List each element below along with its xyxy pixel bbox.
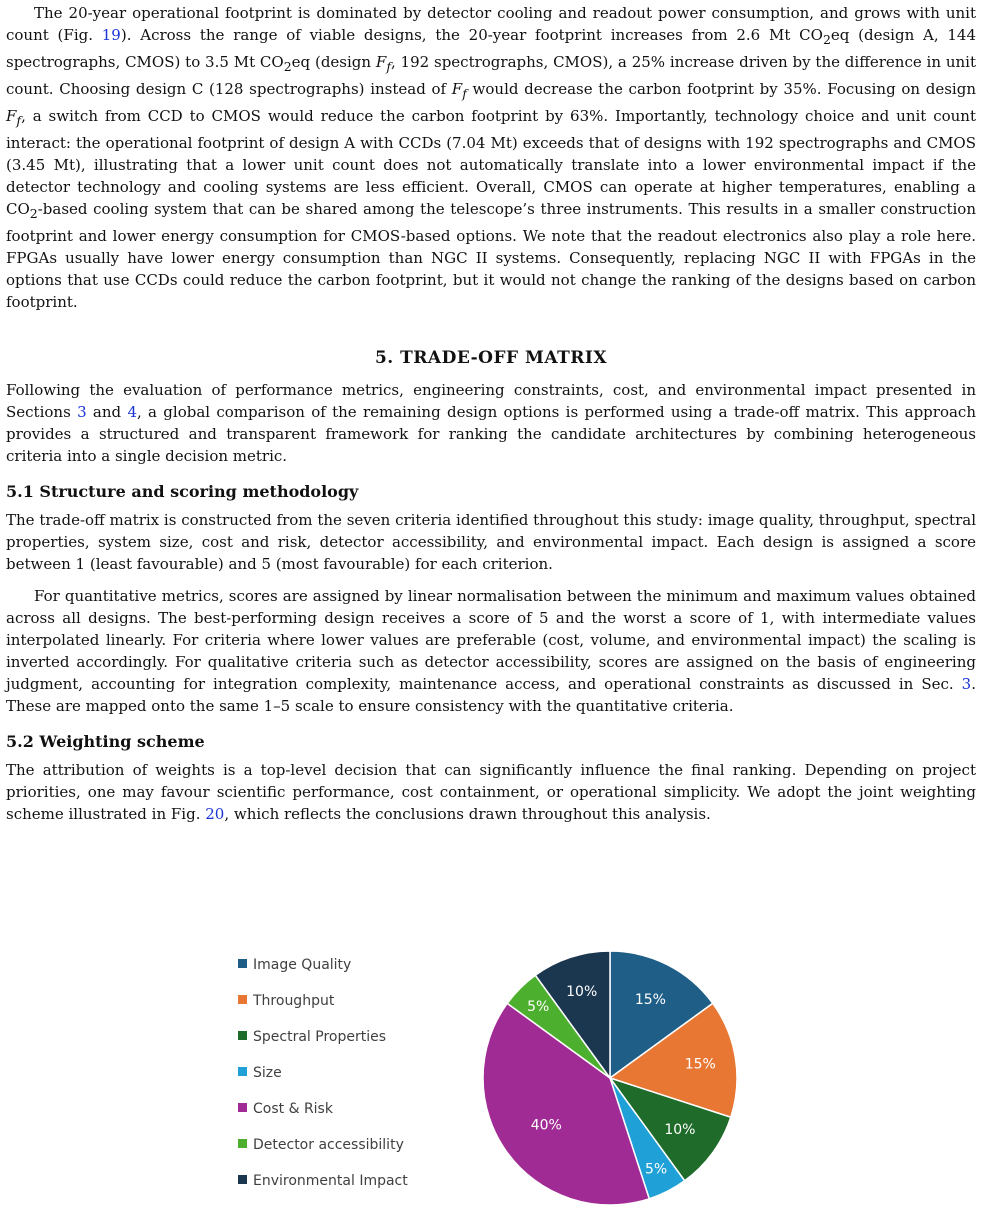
paragraph-carbon-footprint [6, 2, 976, 313]
paragraph-weighting [6, 759, 976, 825]
weighting-pie-chart [470, 950, 750, 1206]
legend-swatch [238, 1067, 247, 1076]
paragraph-trade-off-intro [6, 379, 976, 467]
legend-label: Environmental Impact [253, 1173, 408, 1189]
text-span: , a switch from CCD to CMOS would reduce the carbon footprint by 63%. Importantly, technology choice and unit count interact: the operational footprint of design A with CCDs (7.04 Mt) exceeds that of designs with 192 spectrographs and CMOS (3.45 Mt), illustrating that a lower unit count does not automatically translate into a lower environmental impact if the detector technology and cooling systems are less efficient. Overall, CMOS can operate at higher temperatures, enabling a CO [6, 107, 976, 218]
text-span: The attribution of weights is a top-level decision that can significantly influence the final ranking. Depending on project priorities, one may favour scientific performance, cost containment, or operational simplicity. We adopt the joint weighting scheme illustrated in Fig. [6, 761, 976, 823]
subscript: 2 [29, 206, 38, 221]
subscript: 2 [822, 32, 831, 47]
legend-label: Spectral Properties [253, 1029, 386, 1045]
legend-label: Cost & Risk [253, 1101, 333, 1117]
pie-label-spectral-properties: 10% [664, 1121, 696, 1138]
text-span: and [86, 403, 128, 421]
text-span: . These are mapped onto the same 1–5 scale to ensure consistency with the quantitative criteria. [6, 675, 976, 715]
text-span: eq (design A, 144 spectrographs, CMOS) to 3.5 Mt CO [6, 26, 977, 71]
pie-label-detector-accessibility: 5% [527, 999, 550, 1016]
text-span: Following the evaluation of performance metrics, engineering constraints, cost, and environmental impact presented in Sections [6, 381, 976, 421]
legend-label: Throughput [253, 993, 335, 1009]
text-span: , 192 spectrographs, CMOS), a 25% increase driven by the difference in unit count. Choosing design C (128 spectrographs) instead of [6, 53, 976, 98]
legend-item-size [238, 1063, 282, 1083]
math-symbol: F [375, 53, 387, 71]
subscript: 2 [283, 59, 292, 74]
math-symbol: F [451, 80, 463, 98]
legend-item-environmental-impact [238, 1171, 408, 1191]
paragraph-scoring: The trade-off matrix is constructed from the seven criteria identified throughout this study: image quality, throughput, spectral properties, system size, cost and risk, detector accessibility, and environmental impact. Each design is assigned a score between 1 (least favourable) and 5 (most favourable) for each criterion. [6, 511, 976, 573]
math-subscript: f [462, 86, 467, 101]
math-symbol: F [6, 107, 17, 125]
subsection-heading-5-2: 5.2 Weighting scheme [6, 732, 205, 751]
section-ref-4[interactable]: 4 [127, 403, 137, 421]
pie-label-cost-risk: 40% [530, 1117, 562, 1134]
text-span: -based cooling system that can be shared among the telescope’s three instruments. This results in a smaller construction footprint and lower energy consumption for CMOS-based options. We note that the readout electronics also play a role here. FPGAs usually have lower energy consumption than NGC II systems. Consequently, replacing NGC II with FPGAs in the options that use CCDs could reduce the carbon footprint, but it would not change the ranking of the designs based on carbon footprint. [6, 200, 976, 311]
paragraph-gap [6, 575, 976, 585]
legend-label: Image Quality [253, 957, 352, 973]
section-ref-3b[interactable]: 3 [961, 675, 972, 693]
pie-label-size: 5% [644, 1161, 668, 1178]
legend-swatch [238, 959, 247, 968]
legend-label: Size [253, 1065, 282, 1081]
text-body [6, 2, 976, 825]
figure-ref-19[interactable]: 19 [101, 26, 121, 44]
section-ref-3[interactable]: 3 [77, 403, 87, 421]
math-subscript: f [16, 113, 22, 128]
text-span: would decrease the carbon footprint by 35%. Focusing on design [466, 80, 976, 98]
legend-item-cost-risk [238, 1099, 333, 1119]
text-span: The 20-year operational footprint is dominated by detector cooling and readout power consumption, and grows with unit count (Fig. [6, 4, 976, 44]
legend-item-detector-accessibility [238, 1135, 404, 1155]
legend-swatch [238, 995, 247, 1004]
legend-item-image-quality [238, 955, 351, 975]
text-span: eq (design [291, 53, 376, 71]
text-span: , which reflects the conclusions drawn throughout this analysis. [224, 805, 711, 823]
pie-label-environmental-impact: 10% [566, 984, 598, 1000]
legend-item-throughput [238, 991, 334, 1011]
section-heading: 5. TRADE-OFF MATRIX [374, 348, 608, 368]
legend-item-spectral-properties [238, 1027, 386, 1047]
legend-swatch [238, 1031, 247, 1040]
legend-swatch [238, 1175, 247, 1184]
pie-label-image-quality: 15% [634, 991, 666, 1008]
text-span: ). Across the range of viable designs, the 20-year footprint increases from 2.6 Mt CO [120, 26, 823, 44]
legend-label: Detector accessibility [253, 1137, 404, 1153]
legend-swatch [238, 1139, 247, 1148]
legend-swatch [238, 1103, 247, 1112]
subsection-heading-5-1: 5.1 Structure and scoring methodology [6, 482, 359, 501]
paragraph-normalisation [6, 585, 976, 717]
math-subscript: f [386, 59, 391, 74]
text-span: , a global comparison of the remaining design options is performed using a trade-off matrix. This approach provides a structured and transparent framework for ranking the candidate architectures by combining heterogeneous criteria into a single decision metric. [6, 403, 976, 465]
pie-label-throughput: 15% [684, 1056, 716, 1073]
text-span: For quantitative metrics, scores are assigned by linear normalisation between the minimum and maximum values obtained across all designs. The best-performing design receives a score of 5 and the worst a score of 1, with intermediate values interpolated linearly. For criteria where lower values are preferable (cost, volume, and environmental impact) the scaling is inverted accordingly. For qualitative criteria such as detector accessibility, scores are assigned on the basis of engineering judgment, accounting for integration complexity, maintenance access, and operational constraints as discussed in Sec. [6, 587, 976, 693]
figure-ref-20[interactable]: 20 [205, 805, 225, 823]
